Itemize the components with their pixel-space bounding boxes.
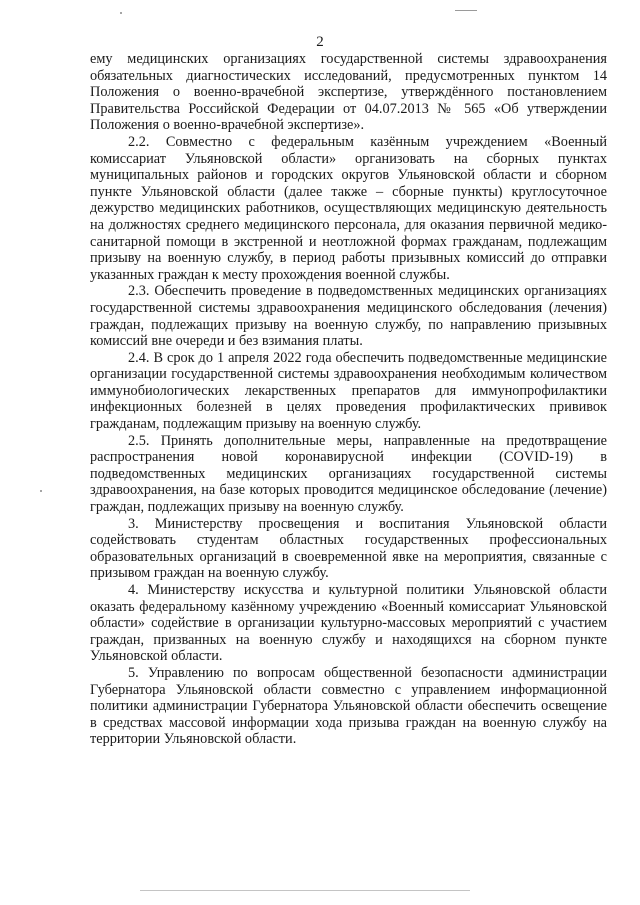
scan-dot xyxy=(120,12,122,14)
paragraph-2-2: 2.2. Совместно с федеральным казённым учреждением «Военный комиссариат Ульяновской области» организовать на сборных пунктах муниципальных районов и городских округов Ульяновской области и сборном пункте Ульяновской области (далее также – сборные пункты) круглосуточное дежурство медицинских работников, осуществляющих медицинскую деятельность на должностях среднего медицинского персонала, для оказания первичной медико-санитарной помощи в экстренной и неотложной формах гражданам, подлежащим призыву на военную службу, в период работы призывных комиссий до отправки указанных граждан к месту прохождения военной службы. xyxy=(90,133,607,283)
paragraph-4: 4. Министерству искусства и культурной политики Ульяновской области оказать федеральному казённому учреждению «Военный комиссариат Ульяновской области» содействие в организации культурно-массовых мероприятий с участием граждан, призванных на военную службу и находящихся на сборном пункте Ульяновской области. xyxy=(90,582,607,665)
paragraph-2-3: 2.3. Обеспечить проведение в подведомственных медицинских организациях государственной системы здравоохранения медицинского обследования (лечения) граждан, подлежащих призыву на военную службу, по направлению призывных комиссий вне очереди и без взимания платы. xyxy=(90,283,607,350)
scan-dot xyxy=(40,490,42,492)
paragraph-2-4: 2.4. В срок до 1 апреля 2022 года обеспечить подведомственные медицинские организации государственной системы здравоохранения необходимым количеством иммунобиологических лекарственных препаратов для иммунопрофилактики инфекционных болезней в целях проведения профилактических прививок гражданам, подлежащим призыву на военную службу. xyxy=(90,349,607,433)
page-number: 2 xyxy=(316,34,324,50)
document-body xyxy=(90,51,607,748)
scan-artifact-bottom xyxy=(140,890,470,891)
paragraph-3: 3. Министерству просвещения и воспитания Ульяновской области содействовать студентам областных государственных профессиональных образовательных организаций в своевременной явке на мероприятия, связанные с призывом граждан на военную службу. xyxy=(90,515,607,582)
paragraph-2-5: 2.5. Принять дополнительные меры, направленные на предотвращение распространения новой коронавирусной инфекции (COVID-19) в подведомственных медицинских организациях государственной системы здравоохранения, на базе которых проводится медицинское обследование (лечение) граждан, подлежащих призыву на военную службу. xyxy=(90,432,607,516)
paragraph-continuation: ему медицинских организациях государственной системы здравоохранения обязательных диагностических исследований, предусмотренных пунктом 14 Положения о военно-врачебной экспертизе, утверждённого постановлением Правительства Российской Федерации от 04.07.2013 № 565 «Об утверждении Положения о военно-врачебной экспертизе». xyxy=(90,51,607,134)
paragraph-5: 5. Управлению по вопросам общественной безопасности администрации Губернатора Ульяновской области совместно с управлением информационной политики администрации Губернатора Ульяновской области обеспечить освещение в средствах массовой информации хода призыва граждан на военную службу на территории Ульяновской области. xyxy=(90,664,607,748)
scan-artifact-top xyxy=(455,10,477,11)
